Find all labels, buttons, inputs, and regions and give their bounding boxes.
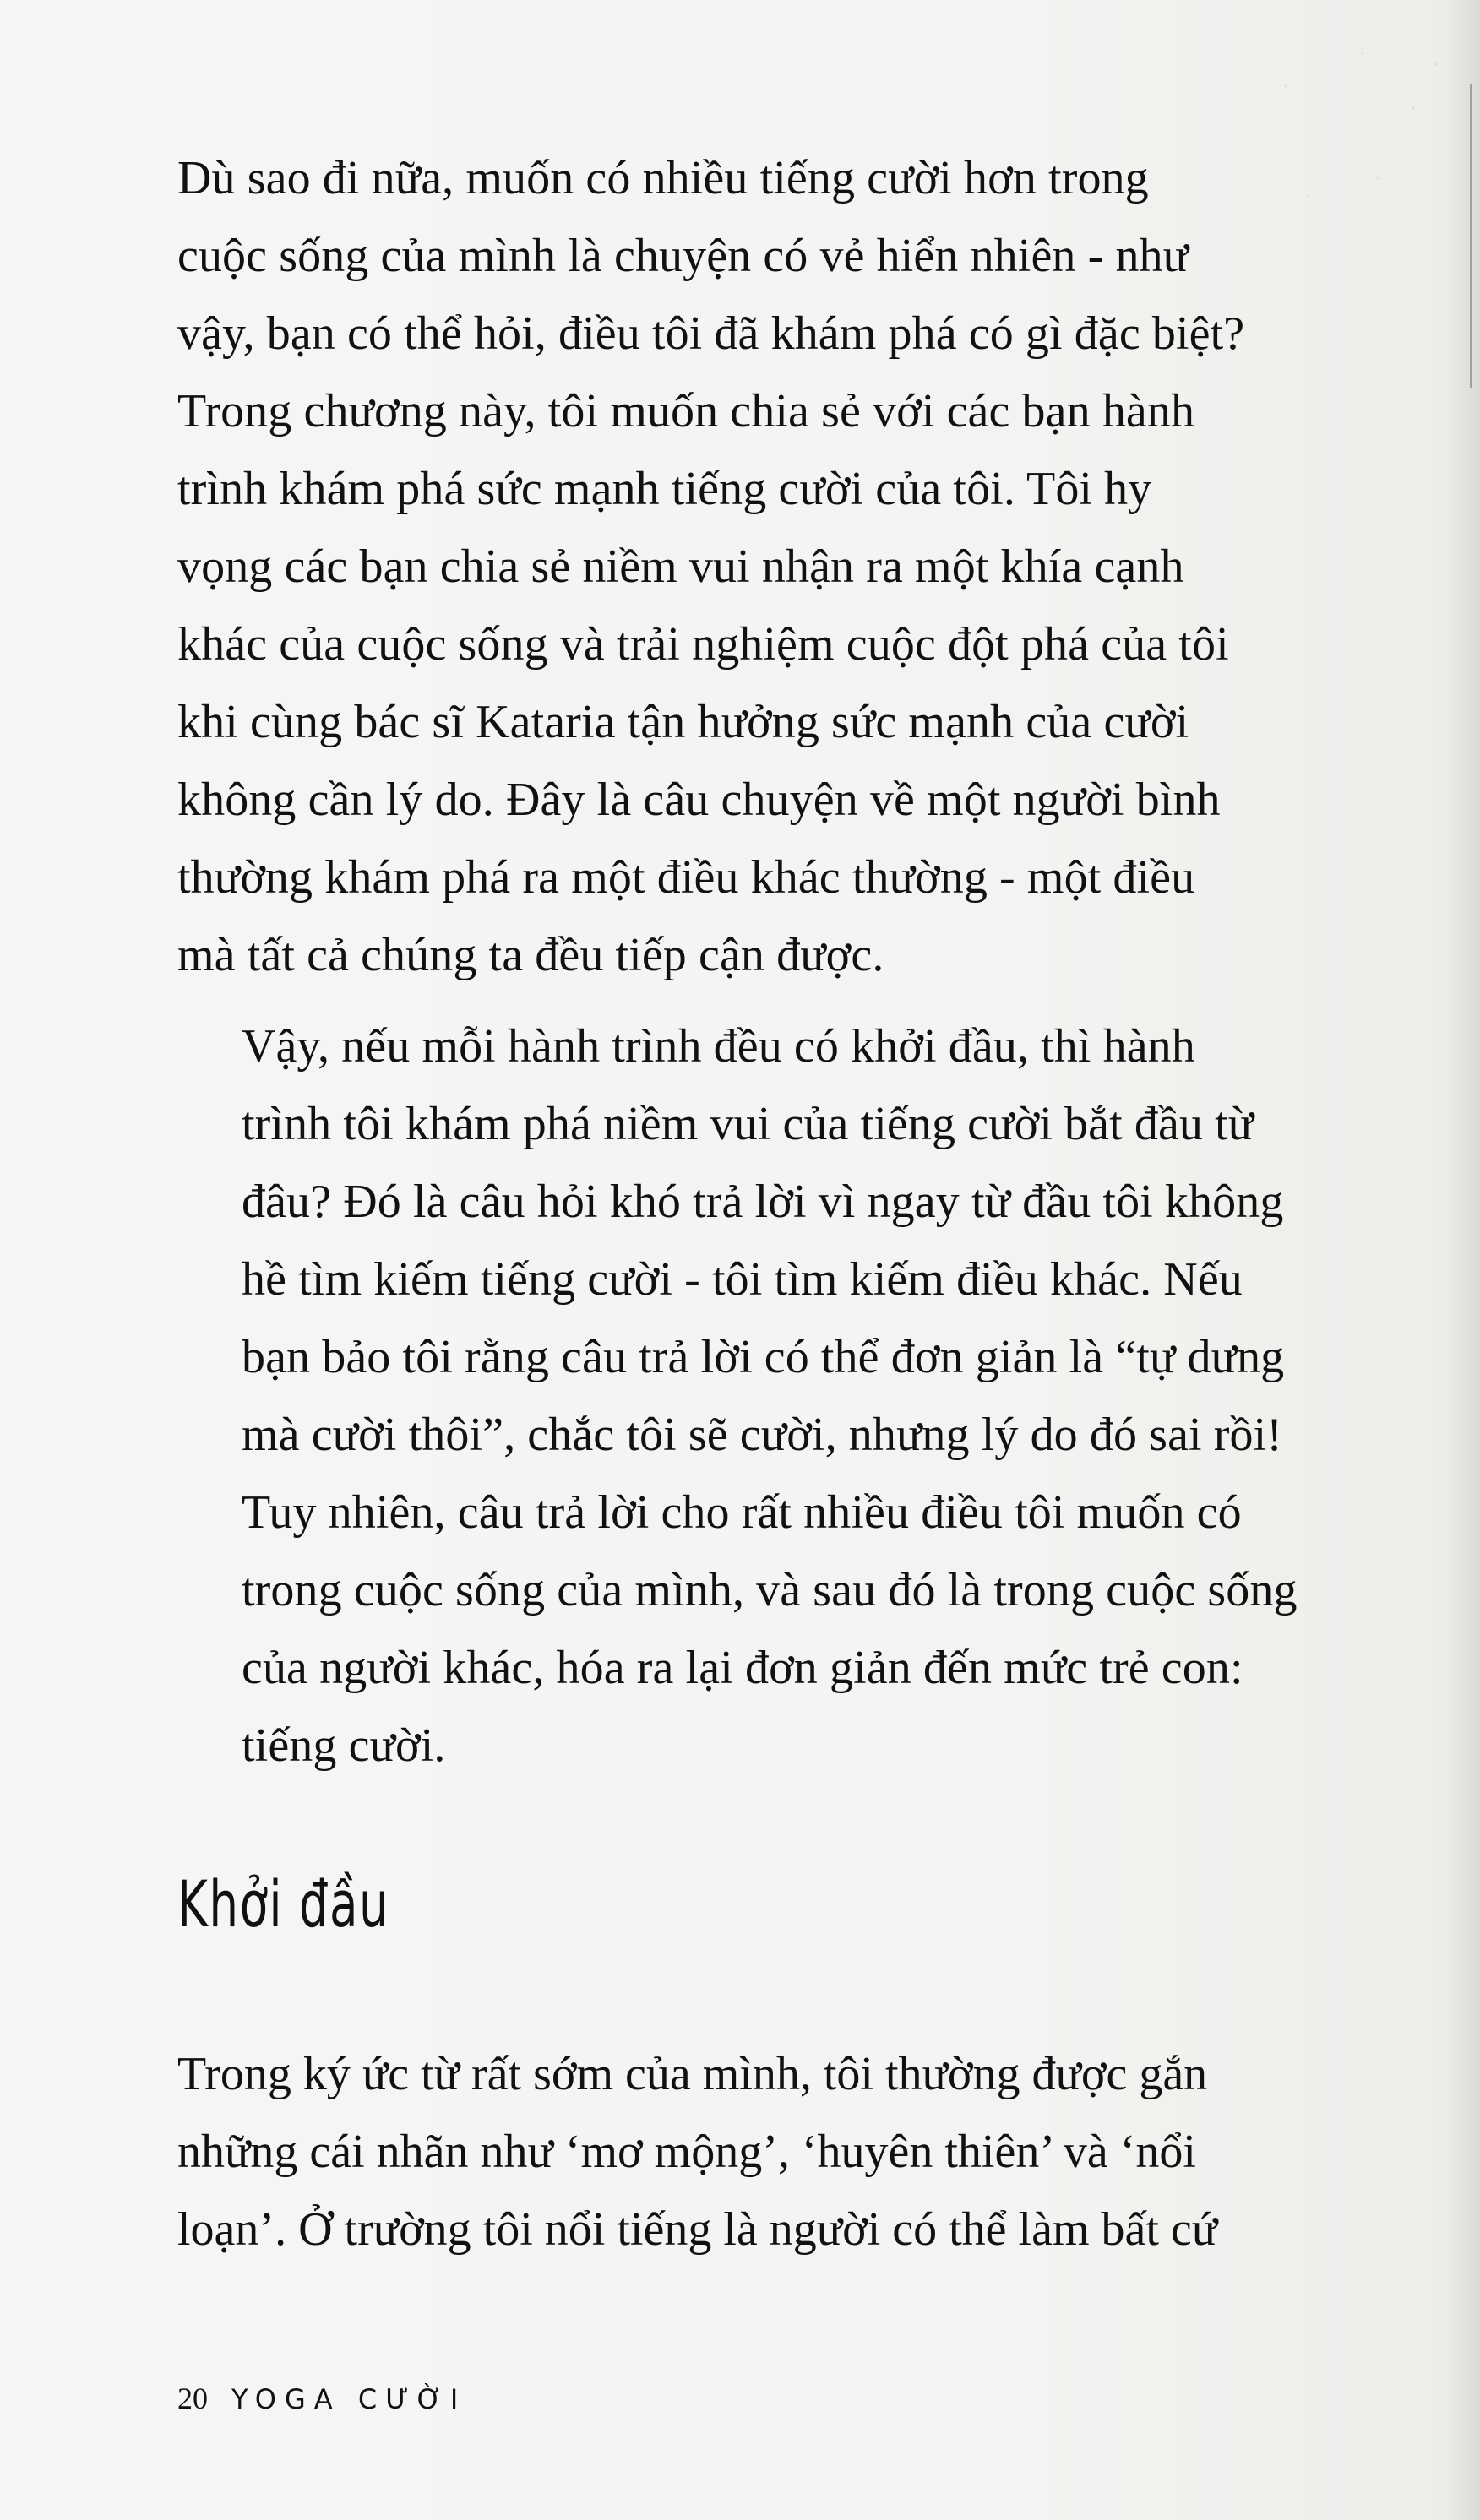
section-heading: Khởi đầu — [177, 1866, 390, 1942]
paragraph-1-line-4: Trong chương này, tôi muốn chia sẻ với các bạn hành — [177, 385, 1195, 437]
paragraph-1-line-10: thường khám phá ra một điều khác thường - một điều — [177, 851, 1195, 904]
paragraph-2-line-4: hề tìm kiếm tiếng cười - tôi tìm kiếm điều khác. Nếu — [242, 1253, 1243, 1306]
paragraph-1-line-3: vậy, bạn có thể hỏi, điều tôi đã khám phá có gì đặc biệt? — [177, 307, 1245, 360]
paragraph-3 — [177, 2035, 1411, 2268]
paragraph-2-line-6: mà cười thôi”, chắc tôi sẽ cười, nhưng lý do đó sai rồi! — [242, 1409, 1283, 1461]
paragraph-1-line-6: vọng các bạn chia sẻ niềm vui nhận ra một khía cạnh — [177, 540, 1184, 593]
paragraph-2-line-1: Vậy, nếu mỗi hành trình đều có khởi đầu, thì hành — [242, 1020, 1195, 1073]
section-body-text — [177, 2035, 1411, 2268]
main-body-text — [177, 139, 1411, 1784]
paragraph-2-line-5: bạn bảo tôi rằng câu trả lời có thể đơn giản là “tự dưng — [242, 1331, 1285, 1383]
paragraph-2-line-10: tiếng cười. — [242, 1719, 446, 1772]
paragraph-2-line-7: Tuy nhiên, câu trả lời cho rất nhiều điều tôi muốn có — [242, 1486, 1242, 1539]
paragraph-1 — [177, 139, 1411, 994]
paragraph-1-line-2: cuộc sống của mình là chuyện có vẻ hiển nhiên - như — [177, 230, 1189, 282]
page-edge-line — [1470, 84, 1472, 388]
paragraph-2-line-8: trong cuộc sống của mình, và sau đó là trong cuộc sống — [242, 1564, 1298, 1616]
paragraph-2 — [177, 1007, 1411, 1784]
running-title: YOGA CƯỜI — [231, 2383, 467, 2415]
paragraph-1-line-11: mà tất cả chúng ta đều tiếp cận được. — [177, 929, 884, 981]
paragraph-3-line-3: loạn’. Ở trường tôi nổi tiếng là người có thể làm bất cứ — [177, 2203, 1218, 2256]
page-edge-shadow — [1445, 0, 1480, 2520]
paragraph-1-line-7: khác của cuộc sống và trải nghiệm cuộc đột phá của tôi — [177, 618, 1229, 671]
paragraph-2-line-3: đâu? Đó là câu hỏi khó trả lời vì ngay từ đầu tôi không — [242, 1176, 1284, 1228]
paragraph-1-line-8: khi cùng bác sĩ Kataria tận hưởng sức mạnh của cười — [177, 696, 1189, 748]
paragraph-3-line-1: Trong ký ức từ rất sớm của mình, tôi thường được gắn — [177, 2048, 1208, 2100]
page-footer — [177, 2383, 466, 2417]
paragraph-3-line-2: những cái nhãn như ‘mơ mộng’, ‘huyên thiên’ và ‘nổi — [177, 2126, 1196, 2178]
paragraph-2-line-9: của người khác, hóa ra lại đơn giản đến mức trẻ con: — [242, 1642, 1243, 1694]
paragraph-1-line-9: không cần lý do. Đây là câu chuyện về một người bình — [177, 774, 1221, 826]
paragraph-1-line-1: Dù sao đi nữa, muốn có nhiều tiếng cười hơn trong — [177, 152, 1149, 204]
page-number: 20 — [177, 2382, 208, 2415]
paragraph-1-line-5: trình khám phá sức mạnh tiếng cười của tôi. Tôi hy — [177, 463, 1152, 515]
paragraph-2-line-2: trình tôi khám phá niềm vui của tiếng cười bắt đầu từ — [242, 1098, 1254, 1150]
